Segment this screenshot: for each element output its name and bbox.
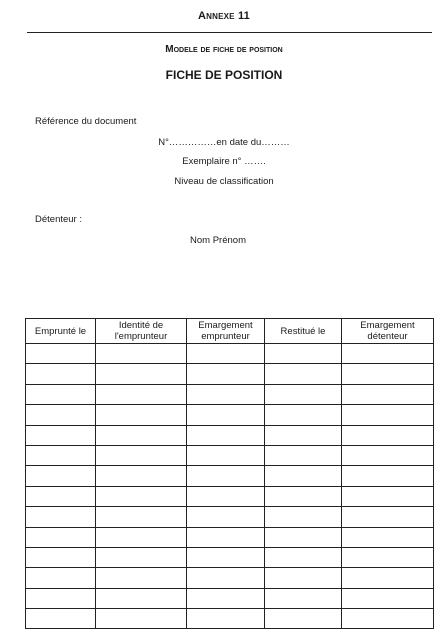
table-cell: [187, 507, 265, 527]
table-cell: [342, 466, 434, 486]
table-row: [26, 547, 434, 567]
header-divider: [27, 32, 432, 33]
table-cell: [187, 344, 265, 364]
table-cell: [187, 384, 265, 404]
column-header-returned-on: Restitué le: [265, 319, 342, 344]
table-cell: [187, 445, 265, 465]
table-cell: [265, 507, 342, 527]
table-cell: [26, 527, 96, 547]
table-cell: [265, 486, 342, 506]
table-cell: [265, 588, 342, 608]
column-header-borrowed-on: Emprunté le: [26, 319, 96, 344]
table-cell: [187, 466, 265, 486]
table-cell: [26, 547, 96, 567]
table-cell: [265, 466, 342, 486]
copy-number-line: Exemplaire n° …….: [182, 156, 266, 167]
table-cell: [187, 568, 265, 588]
holder-name: Nom Prénom: [190, 235, 246, 246]
table-row: [26, 364, 434, 384]
table-cell: [26, 384, 96, 404]
table-cell: [265, 445, 342, 465]
table-row: [26, 588, 434, 608]
table-cell: [187, 588, 265, 608]
table-cell: [342, 507, 434, 527]
table-cell: [265, 344, 342, 364]
table-cell: [342, 344, 434, 364]
table-cell: [265, 425, 342, 445]
table-row: [26, 466, 434, 486]
table-cell: [187, 425, 265, 445]
table-header-row: [26, 319, 434, 344]
table-cell: [26, 445, 96, 465]
table-cell: [265, 609, 342, 629]
loan-tracking-table: [25, 318, 434, 629]
table-cell: [342, 425, 434, 445]
column-header-borrower-identity: Identité de l'emprunteur: [96, 319, 187, 344]
table-cell: [265, 405, 342, 425]
table-cell: [342, 527, 434, 547]
table-cell: [96, 507, 187, 527]
table-row: [26, 527, 434, 547]
table-cell: [26, 364, 96, 384]
table-cell: [187, 486, 265, 506]
table-cell: [342, 588, 434, 608]
table-cell: [96, 568, 187, 588]
document-number-line: N°……………en date du………: [158, 137, 290, 148]
table-row: [26, 445, 434, 465]
model-title: Modele de fiche de position: [165, 44, 283, 55]
table-cell: [265, 364, 342, 384]
table-cell: [26, 568, 96, 588]
table-cell: [26, 425, 96, 445]
table-cell: [342, 384, 434, 404]
column-header-borrower-signature: Emargement emprunteur: [187, 319, 265, 344]
table-row: [26, 384, 434, 404]
table-cell: [96, 445, 187, 465]
table-cell: [187, 609, 265, 629]
document-reference-label: Référence du document: [35, 116, 137, 127]
table-cell: [265, 384, 342, 404]
table-cell: [96, 405, 187, 425]
table-cell: [96, 527, 187, 547]
table-cell: [96, 344, 187, 364]
classification-level-line: Niveau de classification: [174, 176, 274, 187]
table-cell: [187, 547, 265, 567]
table-cell: [26, 609, 96, 629]
table-cell: [342, 547, 434, 567]
table-cell: [342, 445, 434, 465]
column-header-holder-signature: Emargement détenteur: [342, 319, 434, 344]
holder-label: Détenteur :: [35, 214, 82, 225]
table-cell: [96, 609, 187, 629]
table-row: [26, 425, 434, 445]
table-cell: [342, 609, 434, 629]
table-cell: [342, 486, 434, 506]
table-cell: [26, 507, 96, 527]
table-cell: [26, 466, 96, 486]
table-cell: [26, 344, 96, 364]
table-cell: [96, 547, 187, 567]
table-row: [26, 344, 434, 364]
table-row: [26, 486, 434, 506]
table-cell: [96, 425, 187, 445]
table-cell: [342, 364, 434, 384]
table-cell: [342, 405, 434, 425]
table-row: [26, 609, 434, 629]
table-cell: [26, 405, 96, 425]
table-row: [26, 507, 434, 527]
table-cell: [265, 547, 342, 567]
table-cell: [96, 588, 187, 608]
table-row: [26, 405, 434, 425]
sheet-title: FICHE DE POSITION: [165, 68, 283, 82]
table-body: [26, 344, 434, 629]
table-cell: [26, 486, 96, 506]
table-cell: [265, 527, 342, 547]
table-cell: [96, 466, 187, 486]
table-cell: [96, 384, 187, 404]
table-row: [26, 568, 434, 588]
table-cell: [96, 364, 187, 384]
annex-title: Annexe 11: [198, 10, 250, 22]
table-cell: [187, 405, 265, 425]
table-cell: [187, 527, 265, 547]
table-cell: [96, 486, 187, 506]
table-cell: [342, 568, 434, 588]
table-cell: [26, 588, 96, 608]
table-cell: [187, 364, 265, 384]
table-cell: [265, 568, 342, 588]
